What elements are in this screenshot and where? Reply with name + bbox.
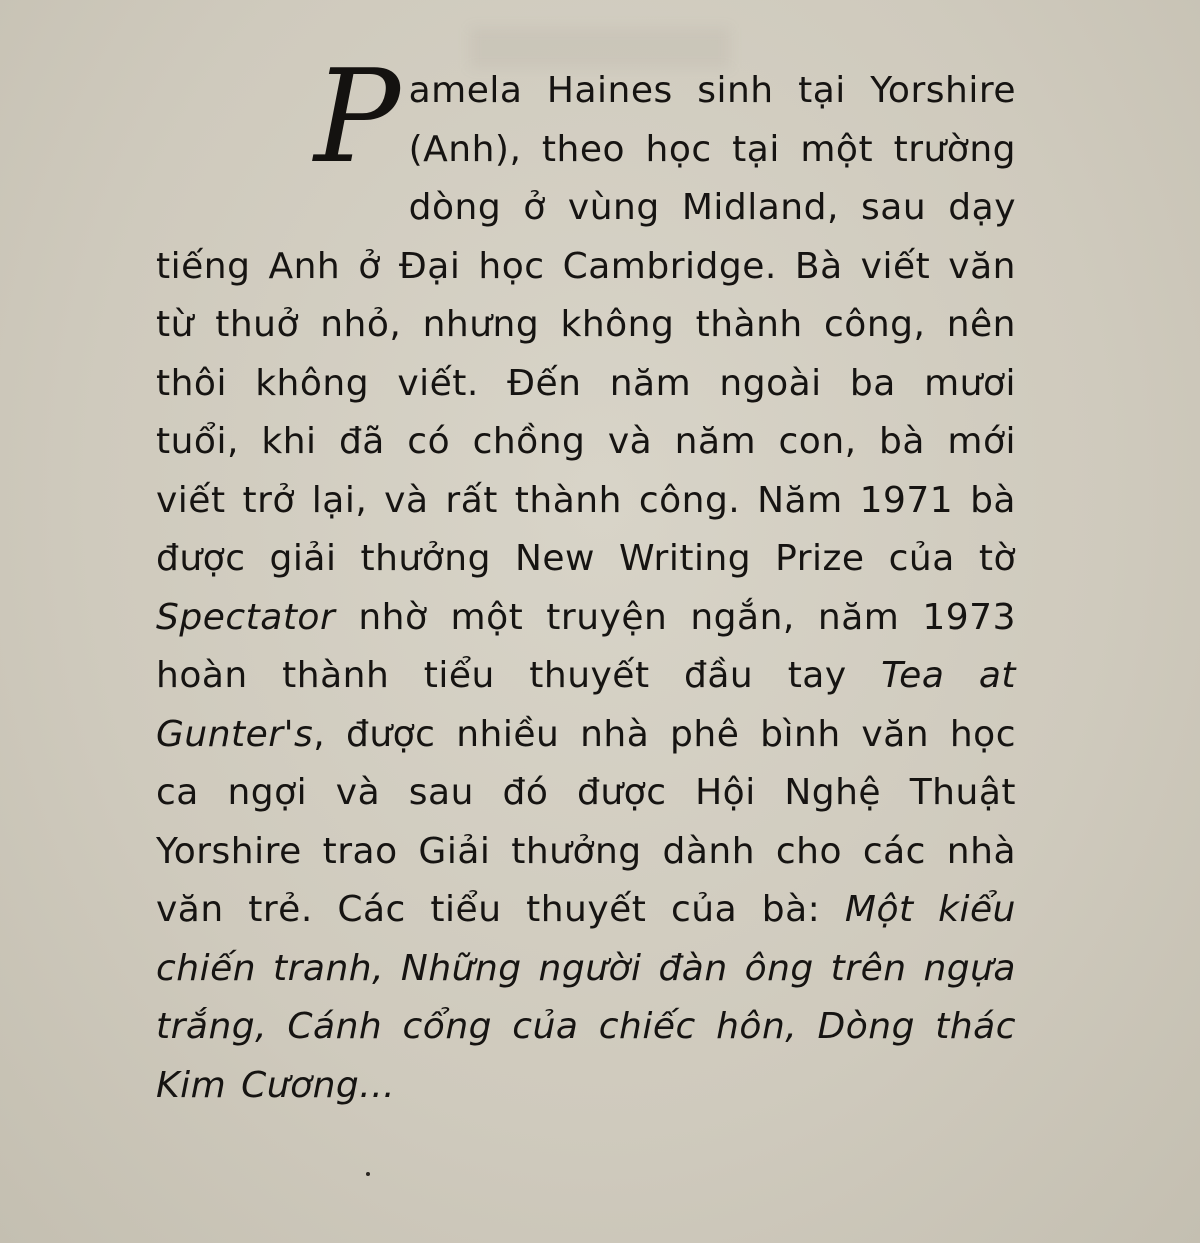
bio-text-mid2: , được nhiều nhà phê bình văn học ca ngợi và sau đó được Hội Nghệ Thuật Yorshire trao Giải thưởng dành cho các nhà văn trẻ. Các tiểu thuyết của bà: [156,713,1016,930]
first-novel-title: Tea at Gunter's [156,655,1016,755]
magazine-title: Spectator [156,596,336,638]
author-biography [156,43,1016,1115]
bio-text-lead: amela Haines sinh tại Yorshire (Anh), theo học tại một trường dòng ở vùng Midland, sau dạy tiếng Anh ở Đại học Cambridge. Bà viết văn từ thuở nhỏ, nhưng không thành công, nên thôi không viết. Đến năm ngoài ba mươi tuổi, khi đã có chồng và năm con, bà mới viết trở lại, và rất thành công. Năm 1971 bà được giải thưởng New Writing Prize của tờ [156,70,1016,579]
page-speck [366,1172,370,1176]
novel-titles: Một kiểu chiến tranh, Những người đàn ông trên ngựa trắng, Cánh cổng của chiếc hôn, Dòng thác Kim Cương... [156,889,1016,1106]
drop-cap: P [314,43,401,192]
bio-text-mid1: nhờ một truyện ngắn, năm 1973 hoàn thành tiểu thuyết đầu tay [156,596,1016,696]
